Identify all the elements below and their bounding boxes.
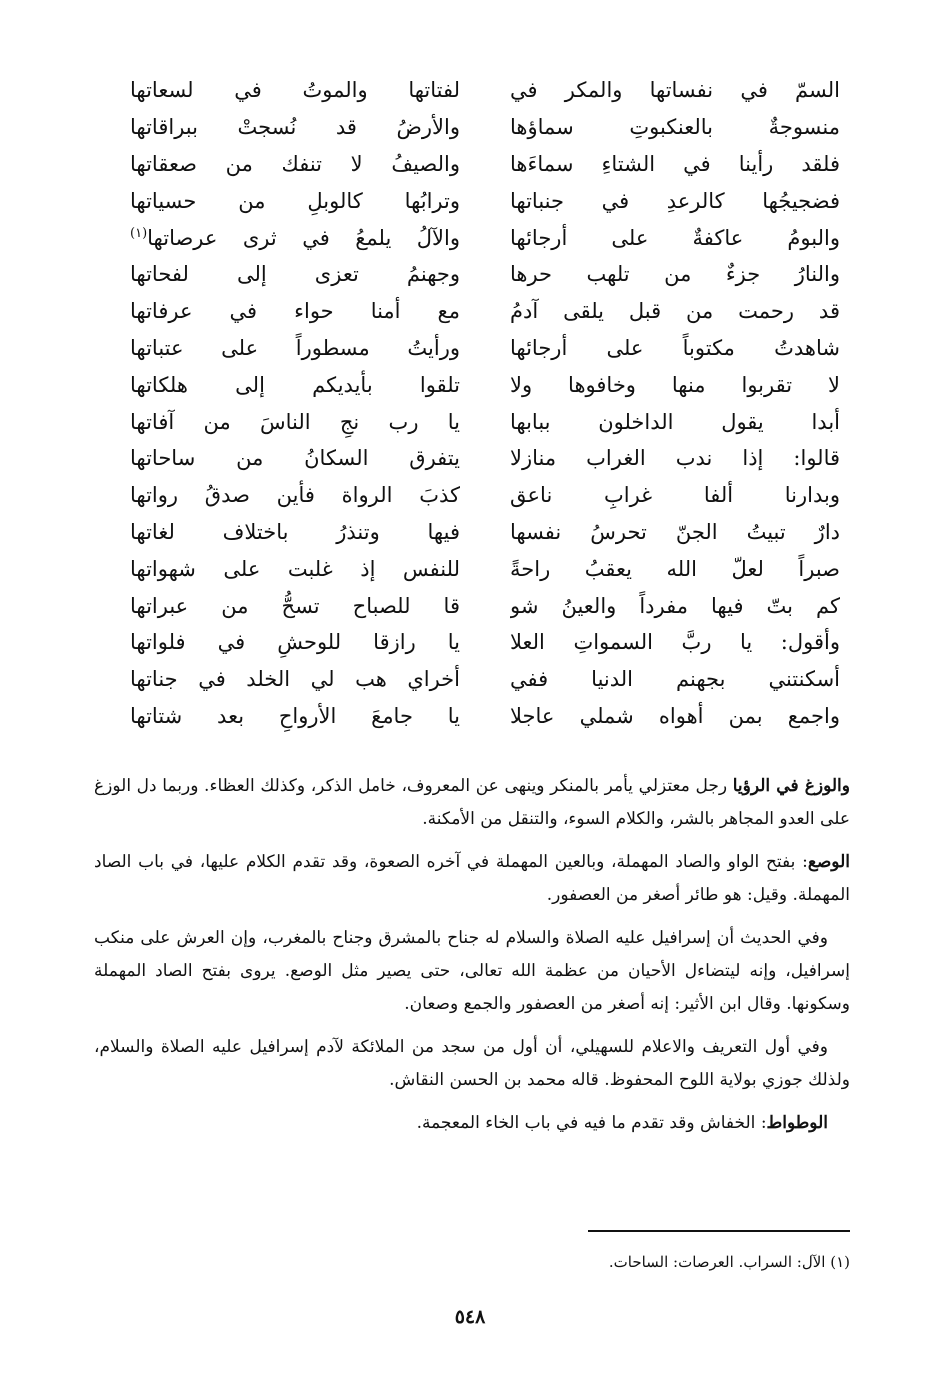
- paragraph-wazagh: [94, 770, 850, 836]
- verse-row: [100, 182, 840, 219]
- paragraph-text: رجل معتزلي يأمر بالمنكر وينهى عن المعروف، خامل الذكر، وكذلك العظاء. وربما دل الوزغ على العدو المجاهر بالشر، والكلام السوء، والتنقل من الأمكنة.: [94, 776, 850, 829]
- verse-first-hemistich: فضجيجُها كالرعدِ في جنباتها: [510, 188, 840, 213]
- verse-second-hemistich: قا للصباح تسحُّ من عبراتها: [130, 593, 460, 618]
- footnote: (١) الآل: السراب. العرصات: الساحات.: [608, 1253, 850, 1271]
- verse-row: [100, 219, 840, 256]
- verse-second-hemistich: يتفرق السكانُ من ساحاتها: [130, 446, 460, 471]
- page-number: ٥٤٨: [454, 1306, 486, 1328]
- poem: [100, 72, 840, 734]
- footnote-divider: [588, 1230, 850, 1232]
- verse-second-hemistich: وجهنمُ تعزى إلى لفحاتها: [130, 262, 460, 287]
- verse-row: [100, 624, 840, 661]
- verse-first-hemistich: والنارُ جزءٌ من تلهب حرها: [510, 262, 840, 287]
- verse-row: [100, 550, 840, 587]
- footnote-reference[interactable]: (١): [130, 225, 148, 241]
- verse-second-hemistich: يا رازقا للوحشِ في فلواتها: [130, 630, 460, 655]
- paragraph-text: : بفتح الواو والصاد المهملة، وبالعين المهملة في آخره الصعوة، وقد تقدم الكلام عليها، في باب الصاد المهملة. وقيل: هو طائر أصغر من العصفور.: [94, 852, 850, 905]
- verse-row: [100, 661, 840, 698]
- verse-second-hemistich: أخراي هب لي الخلد في جناتها: [130, 667, 460, 692]
- paragraph-text: : الخفاش وقد تقدم ما فيه في باب الخاء المعجمة.: [416, 1113, 767, 1133]
- verse-first-hemistich: لا تقربوا منها وخافوها ولا: [510, 372, 840, 397]
- verse-row: [100, 109, 840, 146]
- verse-first-hemistich: والبومُ عاكفةٌ على أرجائها: [510, 225, 840, 250]
- verse-first-hemistich: منسوجةٌ بالعنكبوتِ سماؤها: [510, 115, 840, 140]
- verse-second-hemistich: يا رب نجِ الناسَ من آفاتها: [130, 409, 460, 434]
- verse-second-hemistich: مع أمنا حواء في عرفاتها: [130, 299, 460, 324]
- verse-first-hemistich: شاهدتُ مكتوباً على أرجائها: [510, 335, 840, 360]
- verse-row: [100, 587, 840, 624]
- verse-second-hemistich: للنفس إذ غلبت على شهواتها: [130, 556, 460, 581]
- verse-first-hemistich: أسكنتني بجهنم الدنيا ففي: [510, 667, 840, 692]
- verse-second-hemistich: تلقوا بأيديكم إلى هلكاتها: [130, 372, 460, 397]
- verse-row: [100, 330, 840, 367]
- verse-row: [100, 440, 840, 477]
- verse-row: [100, 146, 840, 183]
- verse-first-hemistich: أبدا يقول الداخلون ببابها: [510, 409, 840, 434]
- verse-first-hemistich: قد رحمت من قبل يلقى آدمُ: [510, 299, 840, 324]
- verse-row: [100, 514, 840, 551]
- verse-first-hemistich: صبراً لعلّ الله يعقبُ راحةً: [510, 556, 840, 581]
- body-text: [94, 770, 850, 1150]
- paragraph-heading: الوصع: [807, 852, 850, 872]
- verse-second-hemistich: فيها وتنذرُ باختلاف لغاتها: [130, 519, 460, 544]
- verse-second-hemistich: والصيفُ لا تنفك من صعقاتها: [130, 151, 460, 176]
- verse-first-hemistich: قالوا: إذا ندب الغراب منازلا: [510, 446, 840, 471]
- verse-second-hemistich: ورأيتُ مسطوراً على عتباتها: [130, 335, 460, 360]
- verse-second-hemistich: وترابُها كالوبلِ من حسياتها: [130, 188, 460, 213]
- verse-first-hemistich: وأقول: يا ربَّ السمواتِ العلا: [510, 630, 840, 655]
- paragraph-text: وفي أول التعريف والاعلام للسهيلي، أن أول من سجد من الملائكة لآدم إسرافيل عليه الصلاة والسلام، ولذلك جوزي بولاية اللوح المحفوظ. قاله محمد بن الحسن النقاش.: [94, 1037, 850, 1090]
- verse-second-hemistich: كذبَ الرواة فأين صدقُ رواتها: [130, 483, 460, 508]
- verse-row: [100, 477, 840, 514]
- verse-first-hemistich: وبدارنا ألفا غرابِ ناعق: [510, 483, 840, 508]
- paragraph-wasa: [94, 846, 850, 912]
- verse-row: [100, 366, 840, 403]
- verse-row: [100, 698, 840, 735]
- verse-second-hemistich: يا جامعَ الأرواحِ بعد شتاتها: [130, 703, 460, 728]
- verse-second-hemistich: والآلُ يلمعُ في ثرى عرصاتها: [147, 225, 460, 250]
- paragraph-heading: الوطواط: [766, 1113, 828, 1133]
- paragraph-heading: والوزغ في الرؤيا: [732, 776, 850, 796]
- verse-first-hemistich: كم بتّ فيها مفرداً والعينُ شو: [510, 593, 840, 618]
- paragraph-tarif: [94, 1031, 850, 1097]
- verse-second-hemistich: والأرضُ قد نُسجتْ ببراقاتها: [130, 115, 460, 140]
- verse-second-hemistich-with-ref: [130, 220, 460, 256]
- verse-first-hemistich: واجمع بمن أهواه شملي عاجلا: [510, 703, 840, 728]
- verse-row: [100, 293, 840, 330]
- verse-row: [100, 256, 840, 293]
- verse-first-hemistich: دارٌ تبيتُ الجنّ تحرسُ نفسها: [510, 519, 840, 544]
- paragraph-text: وفي الحديث أن إسرافيل عليه الصلاة والسلام له جناح بالمشرق وجناح بالمغرب، وإن العرش على منكب إسرافيل، وإنه ليتضاءل الأحيان من عظمة الله تعالى، حتى يصير مثل الوصع. يروى بفتح الصاد المهملة وسكونها. وقال ابن الأثير: إنه أصغر من العصفور والجمع وصعان.: [94, 928, 850, 1014]
- paragraph-hadith: [94, 922, 850, 1021]
- verse-row: [100, 403, 840, 440]
- verse-second-hemistich: لفتاتها والموتُ في لسعاتها: [130, 78, 460, 103]
- verse-first-hemistich: فلقد رأينا في الشتاءِ سماءَها: [510, 151, 840, 176]
- verse-first-hemistich: السمّ في نفساتها والمكر في: [510, 78, 840, 103]
- paragraph-watwat: [94, 1107, 850, 1140]
- verse-row: [100, 72, 840, 109]
